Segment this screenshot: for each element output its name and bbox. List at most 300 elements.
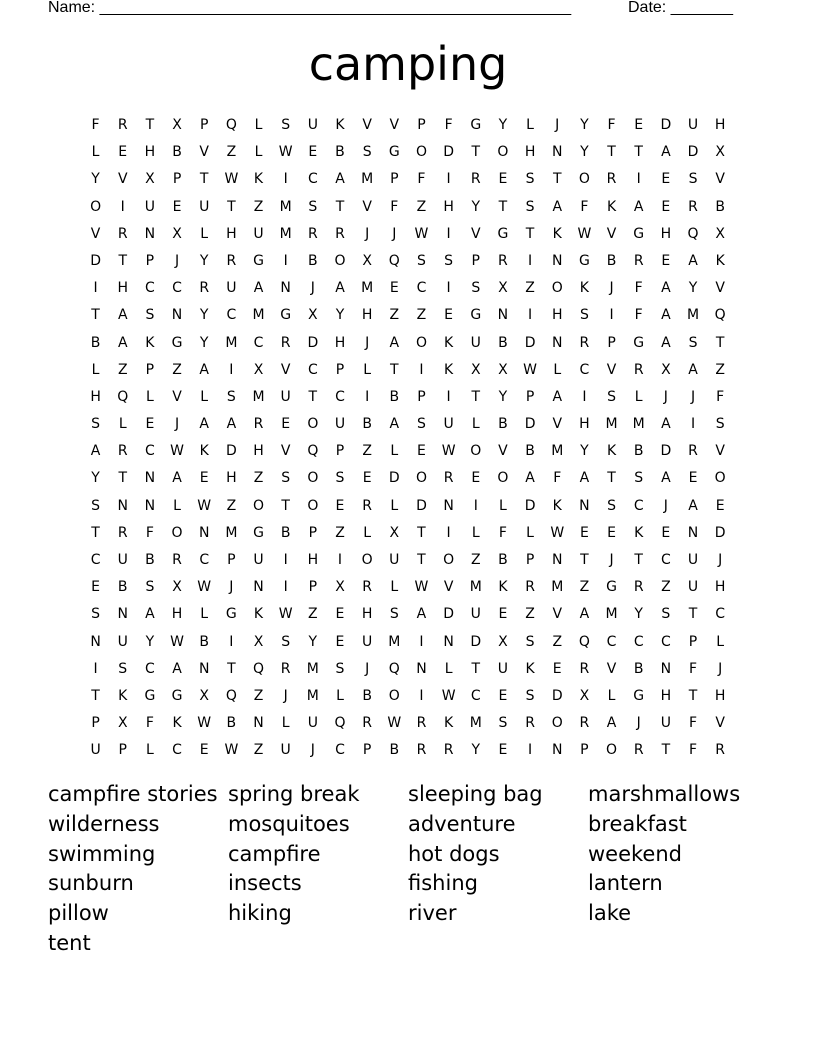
grid-letter[interactable]: M bbox=[252, 307, 265, 324]
grid-letter[interactable]: H bbox=[226, 225, 237, 242]
grid-letter[interactable]: F bbox=[580, 198, 589, 215]
grid-letter[interactable]: N bbox=[551, 552, 563, 568]
grid-letter[interactable]: A bbox=[579, 470, 590, 487]
grid-letter[interactable]: C bbox=[307, 171, 318, 188]
grid-letter[interactable]: D bbox=[443, 606, 454, 623]
grid-letter[interactable]: B bbox=[172, 144, 182, 161]
grid-letter[interactable]: S bbox=[688, 171, 698, 188]
grid-letter[interactable]: X bbox=[172, 579, 182, 596]
grid-letter[interactable]: N bbox=[144, 225, 156, 242]
grid-letter[interactable]: O bbox=[470, 443, 482, 460]
grid-letter[interactable]: C bbox=[470, 687, 481, 704]
grid-letter[interactable]: B bbox=[280, 524, 291, 541]
grid-letter[interactable]: W bbox=[414, 579, 429, 596]
grid-letter[interactable]: O bbox=[253, 497, 265, 514]
grid-letter[interactable]: M bbox=[252, 388, 265, 405]
grid-letter[interactable]: W bbox=[197, 579, 212, 596]
grid-letter[interactable]: E bbox=[498, 687, 508, 704]
grid-letter[interactable]: I bbox=[93, 280, 98, 297]
grid-letter[interactable]: L bbox=[526, 117, 534, 133]
grid-letter[interactable]: O bbox=[443, 552, 455, 568]
grid-letter[interactable]: S bbox=[715, 416, 725, 433]
grid-letter[interactable]: L bbox=[471, 524, 480, 541]
grid-letter[interactable]: K bbox=[552, 225, 562, 242]
grid-letter[interactable]: H bbox=[361, 606, 373, 623]
grid-letter[interactable]: D bbox=[660, 117, 672, 133]
grid-letter[interactable]: Y bbox=[634, 606, 643, 623]
grid-letter[interactable]: H bbox=[307, 552, 319, 568]
grid-letter[interactable]: H bbox=[660, 225, 672, 242]
grid-letter[interactable]: L bbox=[390, 497, 399, 514]
grid-letter[interactable]: B bbox=[633, 443, 644, 460]
grid-letter[interactable]: N bbox=[660, 660, 672, 677]
grid-letter[interactable]: X bbox=[172, 225, 182, 242]
grid-letter[interactable]: R bbox=[715, 742, 726, 759]
grid-letter[interactable]: U bbox=[660, 715, 671, 732]
grid-letter[interactable]: B bbox=[498, 334, 508, 351]
grid-letter[interactable]: S bbox=[335, 660, 345, 677]
grid-letter[interactable]: O bbox=[497, 470, 509, 487]
grid-letter[interactable]: E bbox=[199, 742, 209, 759]
grid-letter[interactable]: P bbox=[580, 742, 589, 759]
grid-letter[interactable]: K bbox=[715, 252, 725, 269]
grid-letter[interactable]: N bbox=[253, 579, 264, 596]
grid-letter[interactable]: O bbox=[361, 552, 373, 568]
grid-letter[interactable]: F bbox=[553, 470, 562, 487]
grid-letter[interactable]: R bbox=[443, 742, 454, 759]
grid-letter[interactable]: M bbox=[306, 687, 319, 704]
grid-letter[interactable]: B bbox=[498, 416, 508, 433]
grid-letter[interactable]: K bbox=[253, 606, 264, 623]
grid-letter[interactable]: T bbox=[580, 552, 589, 568]
grid-letter[interactable]: H bbox=[443, 198, 454, 215]
grid-letter[interactable]: V bbox=[715, 280, 725, 297]
grid-letter[interactable]: Q bbox=[714, 307, 726, 324]
grid-letter[interactable]: I bbox=[446, 524, 451, 541]
grid-letter[interactable]: L bbox=[363, 361, 372, 378]
grid-letter[interactable]: F bbox=[417, 171, 426, 188]
grid-letter[interactable]: Y bbox=[308, 633, 318, 650]
grid-letter[interactable]: V bbox=[117, 171, 128, 188]
grid-letter[interactable]: R bbox=[606, 171, 617, 188]
grid-letter[interactable]: O bbox=[551, 715, 563, 732]
grid-letter[interactable]: P bbox=[390, 171, 399, 188]
grid-letter[interactable]: B bbox=[362, 416, 372, 433]
grid-letter[interactable]: A bbox=[335, 280, 345, 297]
grid-letter[interactable]: I bbox=[283, 552, 288, 568]
grid-letter[interactable]: G bbox=[633, 225, 645, 242]
grid-letter[interactable]: E bbox=[389, 280, 399, 297]
grid-letter[interactable]: Z bbox=[172, 361, 182, 378]
grid-letter[interactable]: H bbox=[579, 416, 590, 433]
grid-letter[interactable]: O bbox=[388, 687, 400, 704]
grid-letter[interactable]: G bbox=[497, 225, 509, 242]
grid-letter[interactable]: S bbox=[362, 144, 372, 161]
grid-letter[interactable]: T bbox=[607, 470, 616, 487]
grid-letter[interactable]: H bbox=[117, 280, 128, 297]
grid-letter[interactable]: F bbox=[634, 307, 643, 324]
grid-letter[interactable]: Y bbox=[498, 388, 508, 405]
grid-letter[interactable]: L bbox=[499, 497, 507, 514]
grid-letter[interactable]: Z bbox=[525, 606, 535, 623]
grid-letter[interactable]: B bbox=[308, 252, 318, 269]
grid-letter[interactable]: V bbox=[715, 443, 725, 460]
grid-letter[interactable]: Y bbox=[580, 443, 589, 460]
grid-letter[interactable]: A bbox=[633, 198, 644, 215]
grid-letter[interactable]: J bbox=[663, 497, 668, 514]
grid-letter[interactable]: C bbox=[90, 552, 101, 568]
grid-letter[interactable]: N bbox=[551, 334, 563, 351]
grid-letter[interactable]: J bbox=[609, 552, 614, 568]
grid-letter[interactable]: N bbox=[144, 470, 156, 487]
grid-letter[interactable]: E bbox=[172, 198, 182, 215]
grid-letter[interactable]: S bbox=[226, 388, 236, 405]
grid-letter[interactable]: Z bbox=[226, 144, 237, 161]
grid-letter[interactable]: T bbox=[417, 552, 426, 568]
grid-letter[interactable]: N bbox=[198, 524, 210, 541]
grid-letter[interactable]: I bbox=[582, 388, 587, 405]
grid-letter[interactable]: K bbox=[606, 443, 617, 460]
grid-letter[interactable]: S bbox=[417, 252, 426, 269]
grid-letter[interactable]: A bbox=[117, 307, 128, 324]
grid-letter[interactable]: R bbox=[525, 579, 535, 596]
grid-letter[interactable]: F bbox=[716, 388, 725, 405]
grid-letter[interactable]: T bbox=[471, 144, 481, 161]
grid-letter[interactable]: Y bbox=[498, 117, 508, 133]
grid-letter[interactable]: R bbox=[280, 660, 291, 677]
grid-letter[interactable]: R bbox=[362, 497, 372, 514]
grid-letter[interactable]: L bbox=[254, 117, 263, 133]
grid-letter[interactable]: S bbox=[281, 470, 291, 487]
grid-letter[interactable]: Z bbox=[117, 361, 128, 378]
grid-letter[interactable]: Z bbox=[552, 633, 563, 650]
grid-letter[interactable]: T bbox=[91, 307, 100, 324]
grid-letter[interactable]: K bbox=[634, 524, 644, 541]
grid-letter[interactable]: A bbox=[661, 416, 671, 433]
grid-letter[interactable]: H bbox=[171, 606, 183, 623]
grid-letter[interactable]: Y bbox=[580, 144, 589, 161]
grid-letter[interactable]: R bbox=[579, 715, 590, 732]
grid-letter[interactable]: S bbox=[634, 470, 644, 487]
grid-letter[interactable]: H bbox=[226, 470, 237, 487]
grid-letter[interactable]: S bbox=[444, 252, 454, 269]
grid-letter[interactable]: K bbox=[444, 334, 454, 351]
grid-letter[interactable]: N bbox=[117, 606, 128, 623]
grid-letter[interactable]: U bbox=[226, 280, 237, 297]
grid-letter[interactable]: N bbox=[443, 633, 454, 650]
grid-letter[interactable]: O bbox=[90, 198, 102, 215]
grid-letter[interactable]: X bbox=[172, 117, 182, 133]
grid-letter[interactable]: T bbox=[525, 225, 535, 242]
grid-letter[interactable]: Z bbox=[253, 742, 264, 759]
grid-letter[interactable]: K bbox=[444, 361, 454, 378]
grid-letter[interactable]: P bbox=[118, 742, 127, 759]
grid-letter[interactable]: Z bbox=[253, 687, 264, 704]
grid-letter[interactable]: H bbox=[714, 117, 726, 133]
grid-letter[interactable]: R bbox=[416, 715, 427, 732]
grid-letter[interactable]: E bbox=[498, 606, 508, 623]
grid-letter[interactable]: F bbox=[498, 524, 507, 541]
grid-letter[interactable]: E bbox=[661, 198, 671, 215]
grid-letter[interactable]: O bbox=[497, 144, 509, 161]
grid-letter[interactable]: W bbox=[170, 443, 184, 460]
grid-letter[interactable]: B bbox=[389, 742, 400, 759]
grid-letter[interactable]: Q bbox=[334, 715, 346, 732]
grid-letter[interactable]: F bbox=[390, 198, 399, 215]
grid-letter[interactable]: D bbox=[524, 334, 536, 351]
grid-letter[interactable]: A bbox=[335, 171, 345, 188]
grid-letter[interactable]: X bbox=[579, 687, 590, 704]
grid-letter[interactable]: K bbox=[579, 280, 589, 297]
grid-letter[interactable]: L bbox=[390, 443, 399, 460]
grid-letter[interactable]: S bbox=[417, 416, 426, 433]
grid-letter[interactable]: T bbox=[390, 361, 399, 378]
grid-letter[interactable]: D bbox=[225, 443, 237, 460]
grid-letter[interactable]: W bbox=[550, 524, 565, 541]
grid-letter[interactable]: C bbox=[145, 443, 155, 460]
grid-letter[interactable]: Y bbox=[471, 742, 481, 759]
grid-letter[interactable]: P bbox=[335, 361, 345, 378]
grid-letter[interactable]: S bbox=[335, 470, 345, 487]
grid-letter[interactable]: Y bbox=[199, 307, 209, 324]
grid-letter[interactable]: V bbox=[443, 579, 454, 596]
grid-letter[interactable]: M bbox=[306, 660, 319, 677]
grid-letter[interactable]: G bbox=[253, 252, 264, 269]
grid-letter[interactable]: J bbox=[283, 687, 288, 704]
grid-letter[interactable]: U bbox=[362, 633, 373, 650]
grid-letter[interactable]: I bbox=[528, 742, 533, 759]
grid-letter[interactable]: X bbox=[470, 361, 481, 378]
grid-letter[interactable]: R bbox=[117, 524, 128, 541]
grid-letter[interactable]: R bbox=[362, 715, 372, 732]
grid-letter[interactable]: R bbox=[117, 117, 128, 133]
grid-letter[interactable]: K bbox=[118, 687, 128, 704]
grid-letter[interactable]: A bbox=[253, 280, 264, 297]
grid-letter[interactable]: W bbox=[414, 225, 429, 242]
grid-letter[interactable]: G bbox=[388, 144, 400, 161]
grid-letter[interactable]: G bbox=[633, 334, 645, 351]
grid-letter[interactable]: V bbox=[715, 171, 725, 188]
grid-letter[interactable]: A bbox=[661, 334, 671, 351]
grid-letter[interactable]: P bbox=[335, 443, 345, 460]
grid-letter[interactable]: K bbox=[172, 715, 182, 732]
grid-letter[interactable]: I bbox=[365, 388, 370, 405]
grid-letter[interactable]: U bbox=[470, 606, 481, 623]
grid-letter[interactable]: J bbox=[174, 416, 180, 433]
grid-letter[interactable]: K bbox=[145, 334, 155, 351]
grid-letter[interactable]: Q bbox=[253, 660, 265, 677]
grid-letter[interactable]: D bbox=[90, 252, 101, 269]
grid-letter[interactable]: X bbox=[362, 252, 372, 269]
grid-letter[interactable]: V bbox=[470, 225, 481, 242]
grid-letter[interactable]: U bbox=[90, 742, 101, 759]
grid-letter[interactable]: T bbox=[607, 144, 616, 161]
grid-letter[interactable]: J bbox=[663, 388, 668, 405]
grid-letter[interactable]: R bbox=[688, 443, 698, 460]
grid-letter[interactable]: A bbox=[606, 715, 617, 732]
grid-letter[interactable]: E bbox=[661, 252, 671, 269]
grid-letter[interactable]: D bbox=[524, 497, 536, 514]
grid-letter[interactable]: Z bbox=[579, 579, 590, 596]
grid-letter[interactable]: V bbox=[552, 416, 563, 433]
name-field[interactable]: Name: _____________________________________________________ bbox=[48, 0, 572, 16]
grid-letter[interactable]: B bbox=[525, 443, 535, 460]
grid-letter[interactable]: L bbox=[444, 660, 453, 677]
grid-letter[interactable]: R bbox=[633, 579, 644, 596]
grid-letter[interactable]: T bbox=[498, 198, 508, 215]
grid-letter[interactable]: A bbox=[661, 144, 671, 161]
grid-letter[interactable]: U bbox=[307, 715, 318, 732]
grid-letter[interactable]: R bbox=[226, 252, 237, 269]
grid-letter[interactable]: M bbox=[279, 198, 292, 215]
grid-letter[interactable]: G bbox=[578, 252, 590, 269]
grid-letter[interactable]: W bbox=[224, 171, 239, 188]
grid-letter[interactable]: P bbox=[525, 552, 535, 568]
grid-letter[interactable]: L bbox=[634, 388, 643, 405]
grid-letter[interactable]: V bbox=[389, 117, 400, 133]
grid-letter[interactable]: W bbox=[387, 715, 402, 732]
grid-letter[interactable]: A bbox=[552, 198, 563, 215]
grid-letter[interactable]: Y bbox=[335, 307, 345, 324]
grid-letter[interactable]: J bbox=[718, 552, 723, 568]
grid-letter[interactable]: X bbox=[199, 687, 209, 704]
grid-letter[interactable]: A bbox=[552, 388, 563, 405]
grid-letter[interactable]: H bbox=[660, 687, 672, 704]
grid-letter[interactable]: R bbox=[280, 334, 291, 351]
grid-letter[interactable]: E bbox=[634, 117, 644, 133]
grid-letter[interactable]: A bbox=[199, 361, 209, 378]
grid-letter[interactable]: N bbox=[551, 252, 563, 269]
grid-letter[interactable]: X bbox=[715, 225, 725, 242]
grid-letter[interactable]: B bbox=[117, 579, 128, 596]
grid-letter[interactable]: S bbox=[308, 198, 318, 215]
grid-letter[interactable]: N bbox=[687, 524, 699, 541]
grid-letter[interactable]: P bbox=[417, 388, 426, 405]
grid-letter[interactable]: P bbox=[688, 633, 698, 650]
grid-letter[interactable]: H bbox=[90, 388, 101, 405]
grid-letter[interactable]: J bbox=[229, 579, 234, 596]
grid-letter[interactable]: O bbox=[578, 171, 590, 188]
grid-letter[interactable]: C bbox=[715, 606, 726, 623]
grid-letter[interactable]: S bbox=[525, 171, 535, 188]
grid-letter[interactable]: M bbox=[632, 416, 645, 433]
grid-letter[interactable]: S bbox=[607, 388, 616, 405]
grid-letter[interactable]: A bbox=[661, 470, 671, 487]
grid-letter[interactable]: M bbox=[469, 579, 482, 596]
grid-letter[interactable]: D bbox=[687, 144, 699, 161]
grid-letter[interactable]: A bbox=[389, 416, 400, 433]
grid-letter[interactable]: W bbox=[197, 715, 212, 732]
grid-letter[interactable]: P bbox=[91, 715, 100, 732]
grid-letter[interactable]: B bbox=[498, 552, 508, 568]
grid-letter[interactable]: F bbox=[634, 280, 643, 297]
grid-letter[interactable]: J bbox=[310, 280, 315, 297]
grid-letter[interactable]: I bbox=[446, 171, 451, 188]
grid-letter[interactable]: L bbox=[91, 361, 100, 378]
grid-letter[interactable]: V bbox=[552, 606, 563, 623]
grid-letter[interactable]: L bbox=[336, 687, 344, 704]
grid-letter[interactable]: M bbox=[686, 307, 700, 324]
grid-letter[interactable]: Y bbox=[471, 198, 481, 215]
grid-letter[interactable]: U bbox=[280, 388, 291, 405]
grid-letter[interactable]: U bbox=[117, 633, 128, 650]
grid-letter[interactable]: I bbox=[283, 252, 288, 269]
grid-letter[interactable]: I bbox=[473, 497, 478, 514]
grid-letter[interactable]: W bbox=[170, 633, 184, 650]
grid-letter[interactable]: J bbox=[609, 280, 614, 297]
grid-letter[interactable]: A bbox=[90, 443, 101, 460]
grid-letter[interactable]: F bbox=[444, 117, 453, 133]
grid-letter[interactable]: E bbox=[417, 443, 426, 460]
grid-letter[interactable]: H bbox=[714, 579, 726, 596]
grid-letter[interactable]: A bbox=[579, 606, 590, 623]
grid-letter[interactable]: R bbox=[498, 252, 508, 269]
grid-letter[interactable]: P bbox=[417, 117, 426, 133]
grid-letter[interactable]: Z bbox=[362, 443, 372, 460]
grid-letter[interactable]: N bbox=[579, 497, 590, 514]
grid-letter[interactable]: U bbox=[280, 742, 291, 759]
grid-letter[interactable]: U bbox=[199, 198, 210, 215]
grid-letter[interactable]: V bbox=[715, 715, 725, 732]
grid-letter[interactable]: E bbox=[607, 524, 616, 541]
grid-letter[interactable]: R bbox=[633, 742, 644, 759]
grid-letter[interactable]: U bbox=[253, 552, 264, 568]
grid-letter[interactable]: C bbox=[145, 660, 155, 677]
grid-letter[interactable]: O bbox=[415, 144, 427, 161]
grid-letter[interactable]: R bbox=[362, 579, 372, 596]
grid-letter[interactable]: L bbox=[200, 606, 209, 623]
grid-letter[interactable]: P bbox=[145, 252, 155, 269]
grid-letter[interactable]: Z bbox=[416, 198, 427, 215]
grid-letter[interactable]: L bbox=[553, 361, 562, 378]
grid-letter[interactable]: V bbox=[362, 117, 372, 133]
grid-letter[interactable]: C bbox=[335, 742, 345, 759]
grid-letter[interactable]: W bbox=[278, 606, 293, 623]
grid-letter[interactable]: X bbox=[389, 524, 400, 541]
grid-letter[interactable]: Z bbox=[335, 524, 345, 541]
grid-letter[interactable]: B bbox=[633, 660, 644, 677]
grid-letter[interactable]: F bbox=[688, 715, 698, 732]
grid-letter[interactable]: R bbox=[579, 660, 590, 677]
grid-letter[interactable]: X bbox=[253, 361, 264, 378]
grid-letter[interactable]: K bbox=[444, 715, 454, 732]
grid-letter[interactable]: V bbox=[199, 144, 209, 161]
grid-letter[interactable]: S bbox=[525, 633, 535, 650]
grid-letter[interactable]: K bbox=[253, 171, 264, 188]
grid-letter[interactable]: U bbox=[497, 660, 509, 677]
grid-letter[interactable]: W bbox=[278, 144, 293, 161]
grid-letter[interactable]: X bbox=[498, 633, 508, 650]
grid-letter[interactable]: D bbox=[714, 524, 726, 541]
grid-letter[interactable]: T bbox=[335, 198, 345, 215]
grid-letter[interactable]: T bbox=[308, 388, 318, 405]
grid-letter[interactable]: R bbox=[117, 443, 128, 460]
grid-letter[interactable]: T bbox=[634, 144, 643, 161]
grid-letter[interactable]: X bbox=[145, 171, 155, 188]
grid-letter[interactable]: C bbox=[172, 742, 182, 759]
grid-letter[interactable]: N bbox=[443, 497, 454, 514]
grid-letter[interactable]: N bbox=[497, 307, 509, 324]
grid-letter[interactable]: C bbox=[416, 280, 427, 297]
grid-letter[interactable]: X bbox=[308, 307, 318, 324]
grid-letter[interactable]: S bbox=[661, 606, 671, 623]
grid-letter[interactable]: M bbox=[551, 443, 564, 460]
grid-letter[interactable]: A bbox=[416, 606, 427, 623]
grid-letter[interactable]: L bbox=[200, 225, 209, 242]
grid-letter[interactable]: M bbox=[605, 606, 618, 623]
grid-letter[interactable]: U bbox=[307, 117, 318, 133]
grid-letter[interactable]: D bbox=[470, 633, 482, 650]
